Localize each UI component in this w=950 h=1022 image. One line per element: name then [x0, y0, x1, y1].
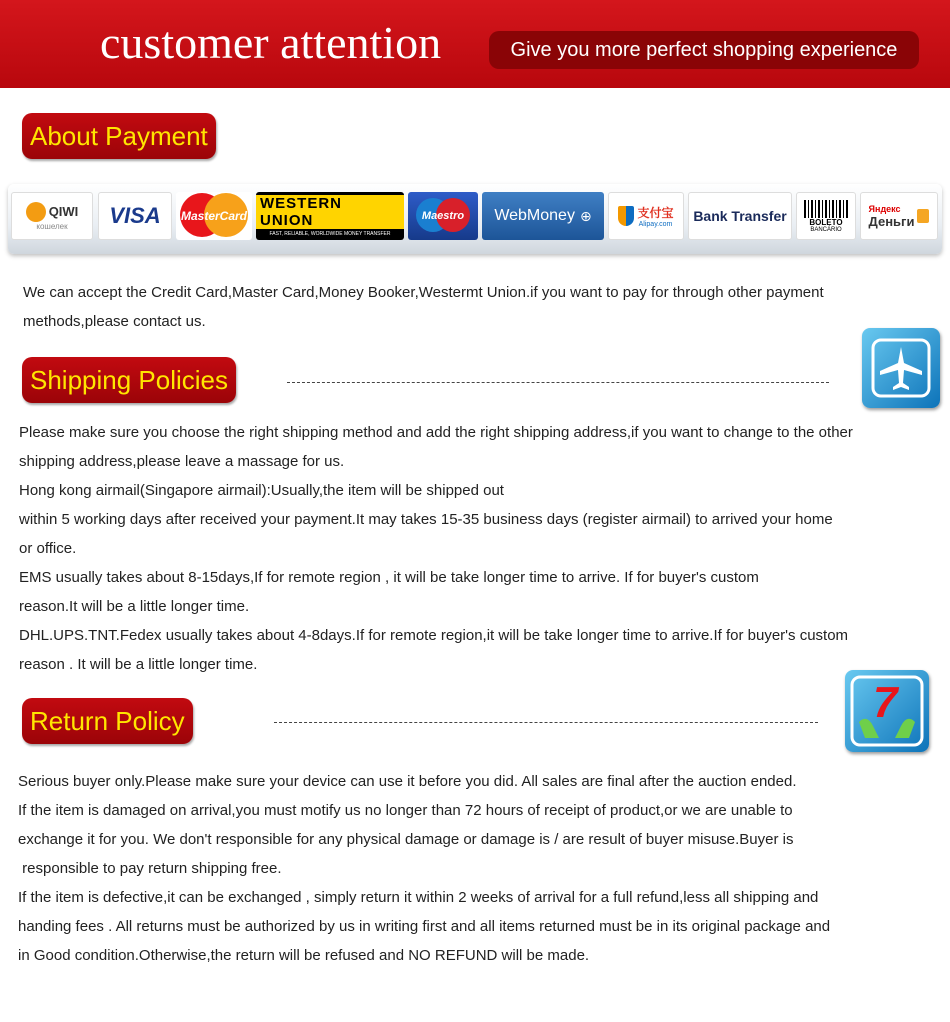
- airplane-icon: [862, 328, 940, 408]
- visa-logo: VISA: [98, 192, 172, 240]
- header-subtitle: Give you more perfect shopping experience: [489, 31, 919, 69]
- barcode-icon: [804, 200, 848, 218]
- qiwi-circle-icon: [26, 202, 46, 222]
- header-banner: [0, 0, 950, 88]
- qiwi-logo: QIWI кошелек: [11, 192, 93, 240]
- payment-text: We can accept the Credit Card,Master Card,Money Booker,Westermt Union.if you want to pay for through other payment methods,please contact us.: [23, 284, 824, 330]
- western-union-logo: WESTERN UNION FAST, RELIABLE, WORLDWIDE MONEY TRANSFER: [256, 192, 404, 240]
- wallet-icon: [917, 209, 929, 223]
- return-policy-heading: Return Policy: [22, 698, 193, 744]
- seven-days-return-icon: [845, 670, 929, 752]
- bank-transfer-logo: Bank Transfer: [688, 192, 792, 240]
- webmoney-logo: WebMoney ⊕: [482, 192, 604, 240]
- shield-icon: [618, 206, 634, 226]
- maestro-logo: Maestro: [408, 192, 478, 240]
- boleto-logo: BOLETO BANCÁRIO: [796, 192, 856, 240]
- header-title: customer attention: [100, 17, 442, 68]
- alipay-logo: 支付宝 Alipay.com: [608, 192, 684, 240]
- shipping-divider: [287, 382, 829, 383]
- airplane-glyph-icon: [870, 337, 932, 399]
- seven-label: 7: [873, 678, 898, 727]
- return-divider: [274, 722, 818, 723]
- yandex-money-logo: Яндекс Деньги: [860, 192, 938, 240]
- shipping-text: Please make sure you choose the right shipping method and add the right shipping address,if you want to change to the other shipping address,please leave a massage for us. Hong kong airmail(Singapore airmail):Usually,the item will be shipped out within 5 working days after received your payment.It may takes 15-35 business days (register airmail) to arrived your home or office. EMS usually takes about 8-15days,If for remote region , it will be take longer time to arrive. If for buyer's custom reason.It will be a little longer time. DHL.UPS.TNT.Fedex usually takes about 4-8days.If for remote region,it will be take longer time to arrive.If for buyer's custom reason . It will be a little longer time.: [19, 424, 853, 673]
- mastercard-logo: MasterCard: [176, 192, 252, 240]
- payment-logo-strip: [8, 184, 942, 254]
- globe-icon: ⊕: [579, 207, 592, 224]
- shipping-policies-heading: Shipping Policies: [22, 357, 236, 403]
- return-text: Serious buyer only.Please make sure your device can use it before you did. All sales are final after the auction ended. If the item is damaged on arrival,you must motify us no longer than 72 hours of receipt of product,or we are unable to exchange it for you. We don't responsible for any physical damage or damage is / are result of buyer misuse.Buyer is responsible to pay return shipping free. If the item is defective,it can be exchanged , simply return it within 2 weeks of arrival for a full refund,less all shipping and handing fees . All returns must be authorized by us in writing first and all items returned must be in its original package and in Good condition.Otherwise,the return will be refused and NO REFUND will be made.: [18, 773, 831, 964]
- about-payment-heading: About Payment: [22, 113, 216, 159]
